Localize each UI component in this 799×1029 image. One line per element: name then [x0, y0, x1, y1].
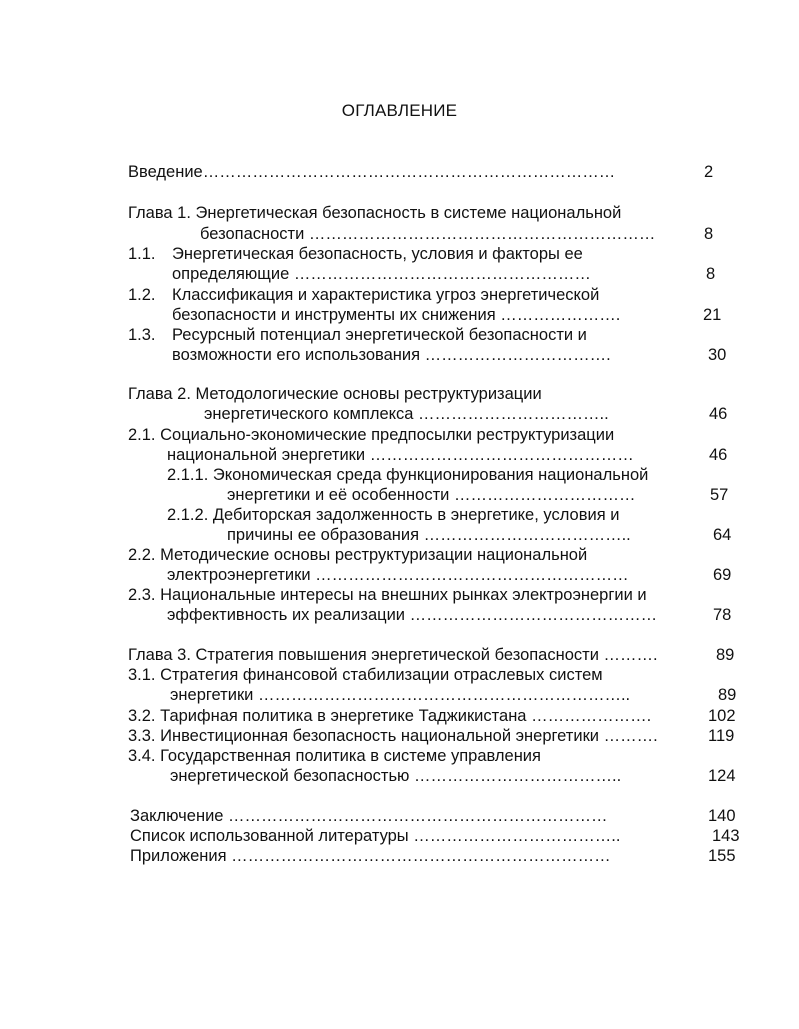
toc-chapter-1-title: Глава 1. Энергетическая безопасность в системе национальной [128, 204, 622, 222]
toc-page-number: 155 [708, 847, 736, 865]
toc-section-3-4-title: 3.4. Государственная политика в системе управления [128, 747, 541, 765]
toc-section-2-3-title: 2.3. Национальные интересы на внешних рынках электроэнергии и [128, 586, 647, 604]
toc-conclusion: Заключение …………………………………………………………… [130, 807, 608, 825]
toc-section-2-1-2-title-cont: причины ее образования ……………………………….. [227, 526, 631, 544]
toc-page-number: 30 [708, 346, 727, 364]
toc-section-2-3-title-cont: эффективность их реализации ……………………………………… [167, 606, 658, 624]
toc-section-2-1-1-title: 2.1.1. Экономическая среда функционирования национальной [167, 466, 649, 484]
toc-chapter-1-title-cont: безопасности ……………………………………………………… [200, 225, 656, 243]
toc-page-number: 143 [712, 827, 740, 845]
toc-section-number: 1.2. [128, 286, 156, 304]
toc-page-number: 89 [718, 686, 737, 704]
toc-page-number: 8 [706, 265, 716, 283]
toc-page-number: 78 [713, 606, 732, 624]
toc-section-1-3-title-cont: возможности его использования ……………………………. [172, 346, 611, 364]
toc-section-1-1-title-cont: определяющие ……………………………………………… [172, 265, 591, 283]
toc-chapter-2-title: Глава 2. Методологические основы реструктуризации [128, 385, 542, 403]
toc-section-1-1-title: Энергетическая безопасность, условия и факторы ее [172, 245, 583, 263]
toc-chapter-3-title: Глава 3. Стратегия повышения энергетической безопасности ………. [128, 646, 658, 664]
toc-chapter-2-title-cont: энергетического комплекса …………………………….. [204, 405, 609, 423]
toc-section-1-2-title: Классификация и характеристика угроз энергетической [172, 286, 600, 304]
toc-page-number: 8 [704, 225, 714, 243]
toc-page-number: 119 [708, 727, 735, 745]
toc-section-3-3-title: 3.3. Инвестиционная безопасность национальной энергетики ………. [128, 727, 658, 745]
toc-page-number: 124 [708, 767, 736, 785]
toc-section-number: 1.1. [128, 245, 156, 263]
toc-page-number: 89 [716, 646, 735, 664]
toc-page-number: 2 [704, 163, 714, 181]
toc-page-number: 140 [708, 807, 736, 825]
toc-section-2-2-title-cont: электроэнергетики ………………………………………………… [167, 566, 629, 584]
toc-page-number: 57 [710, 486, 729, 504]
toc-section-2-1-title-cont: национальной энергетики ………………………………………… [167, 446, 634, 464]
toc-section-2-1-1-title-cont: энергетики и её особенности …………………………… [227, 486, 636, 504]
toc-section-1-3-title: Ресурсный потенциал энергетической безопасности и [172, 326, 587, 344]
toc-section-3-2-title: 3.2. Тарифная политика в энергетике Таджикистана …………………. [128, 707, 652, 725]
toc-page-number: 21 [703, 306, 722, 324]
toc-section-number: 1.3. [128, 326, 156, 344]
toc-appendices: Приложения …………………………………………………………… [130, 847, 611, 865]
toc-page-number: 69 [713, 566, 732, 584]
toc-page-number: 46 [709, 405, 728, 423]
toc-section-2-1-2-title: 2.1.2. Дебиторская задолженность в энергетике, условия и [167, 506, 620, 524]
toc-section-3-1-title: 3.1. Стратегия финансовой стабилизации отраслевых систем [128, 666, 603, 684]
toc-section-2-1-title: 2.1. Социально-экономические предпосылки реструктуризации [128, 426, 615, 444]
toc-section-2-2-title: 2.2. Методические основы реструктуризации национальной [128, 546, 588, 564]
toc-section-1-2-title-cont: безопасности и инструменты их снижения …………………. [172, 306, 621, 324]
toc-references: Список использованной литературы ……………………………….. [130, 827, 621, 845]
toc-title: ОГЛАВЛЕНИЕ [341, 101, 458, 120]
toc-page-number: 46 [709, 446, 728, 464]
toc-entry-text: Введение………………………………………………………………… [128, 163, 616, 181]
toc-page-number: 64 [713, 526, 732, 544]
toc-section-3-1-title-cont: энергетики ………………………………………………………….. [170, 686, 631, 704]
toc-section-3-4-title-cont: энергетической безопасностью ……………………………….. [170, 767, 622, 785]
toc-page-number: 102 [708, 707, 736, 725]
